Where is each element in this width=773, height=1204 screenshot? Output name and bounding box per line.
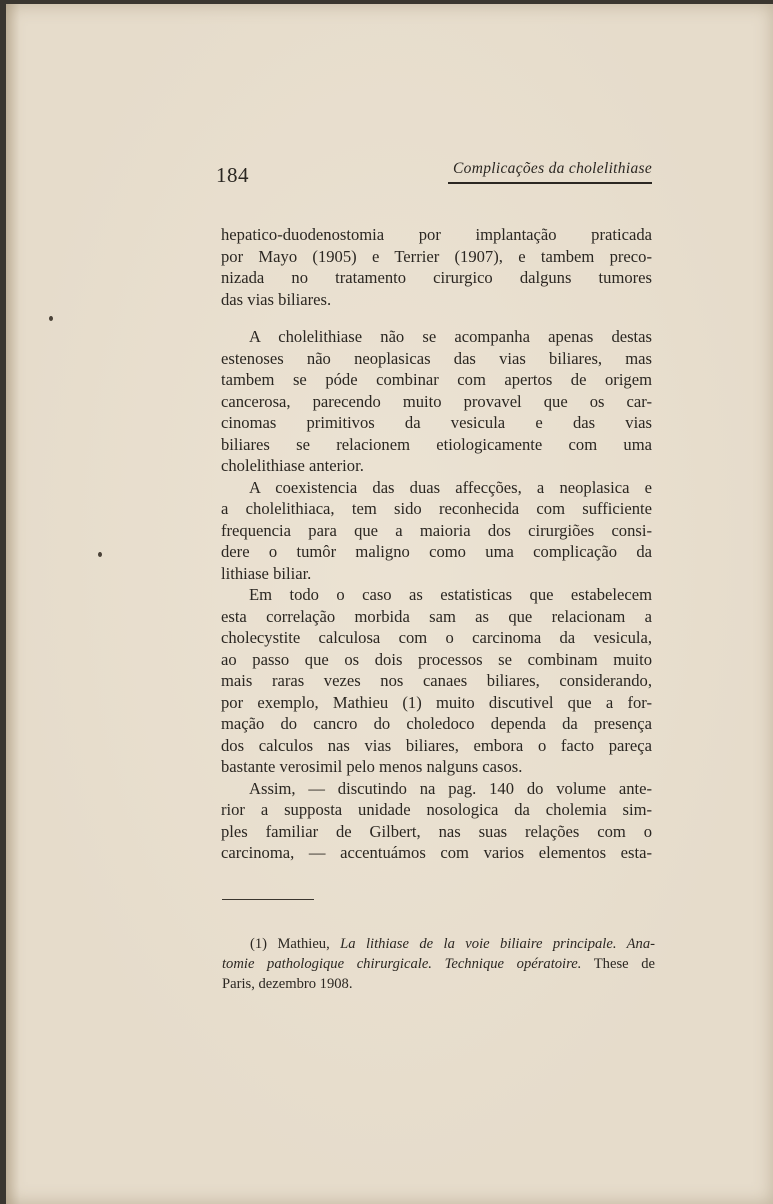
text-line: A coexistencia das duas affecções, a neoplasica e [249, 477, 652, 497]
book-page [6, 4, 773, 1204]
text-line: mais raras vezes nos canaes biliares, considerando, [221, 671, 652, 690]
text-line: bastante verosimil pelo menos nalguns casos. [221, 757, 523, 776]
footnote-author: Mathieu, [277, 936, 330, 952]
footnote-rule [222, 899, 314, 900]
text-line: carcinoma, — accentuámos com varios elementos esta- [221, 843, 652, 862]
page-number: 184 [216, 163, 249, 187]
text-line: rior a supposta unidade nosologica da cholemia sim- [221, 800, 652, 819]
paper-speck [98, 552, 102, 557]
text-line: Assim, — discutindo na pag. 140 do volume ante- [249, 778, 652, 798]
running-head: Complicações da cholelithiase [453, 160, 652, 177]
text-line: das vias biliares. [221, 289, 332, 309]
text-line: esta correlação morbida sam as que relacionam a [221, 606, 652, 626]
text-line: por Mayo (1905) e Terrier (1907), e tambem preco- [221, 246, 652, 266]
text-line: biliares se relacionem etiologicamente com uma [221, 434, 652, 454]
text-line: ao passo que os dois processos se combinam muito [221, 649, 652, 669]
text-line: mação do cancro do choledoco dependa da presença [221, 714, 652, 733]
footnote-marker: (1) [250, 936, 268, 952]
text-line: nizada no tratamento cirurgico dalguns tumores [221, 268, 652, 287]
footnote-suffix: These de [593, 956, 655, 972]
footnote-line [222, 934, 655, 954]
footnote-title: La lithiase de la voie biliaire principale. Ana- [340, 936, 656, 952]
text-line: cinomas primitivos da vesicula e das vias [221, 413, 652, 432]
text-line: Em todo o caso as estatisticas que estabelecem [249, 585, 652, 604]
footnote-line [222, 954, 655, 974]
text-line: por exemplo, Mathieu (1) muito discutivel que a for- [221, 692, 652, 712]
footnote [222, 934, 655, 994]
page-header [212, 155, 652, 187]
text-line: tambem se póde combinar com apertos de origem [221, 370, 652, 389]
text-line: cholecystite calculosa com o carcinoma da vesicula, [221, 628, 652, 647]
text-line: estenoses não neoplasicas das vias biliares, mas [221, 348, 652, 368]
main-text [221, 224, 652, 864]
text-line: cancerosa, parecendo muito provavel que os car- [221, 391, 652, 411]
text-line: dos calculos nas vias biliares, embora o facto pareça [221, 735, 652, 755]
header-rule [448, 182, 652, 184]
text-line: cholelithiase anterior. [221, 456, 364, 475]
paragraph-gap [221, 310, 652, 326]
text-line: dere o tumôr maligno como uma complicação da [221, 542, 652, 561]
text-line: hepatico-duodenostomia por implantação praticada [221, 225, 652, 244]
footnote-line: Paris, dezembro 1908. [222, 976, 353, 992]
text-line: a cholelithiaca, tem sido reconhecida com sufficiente [221, 499, 652, 518]
text-line: frequencia para que a maioria dos cirurgiões consi- [221, 520, 652, 540]
text-line: ples familiar de Gilbert, nas suas relações com o [221, 821, 652, 841]
paper-speck [49, 316, 53, 321]
text-line: lithiase biliar. [221, 563, 312, 583]
footnote-title-continued: tomie pathologique chirurgicale. Technique opératoire. [222, 956, 582, 972]
text-line: A cholelithiase não se acompanha apenas destas [249, 327, 652, 346]
